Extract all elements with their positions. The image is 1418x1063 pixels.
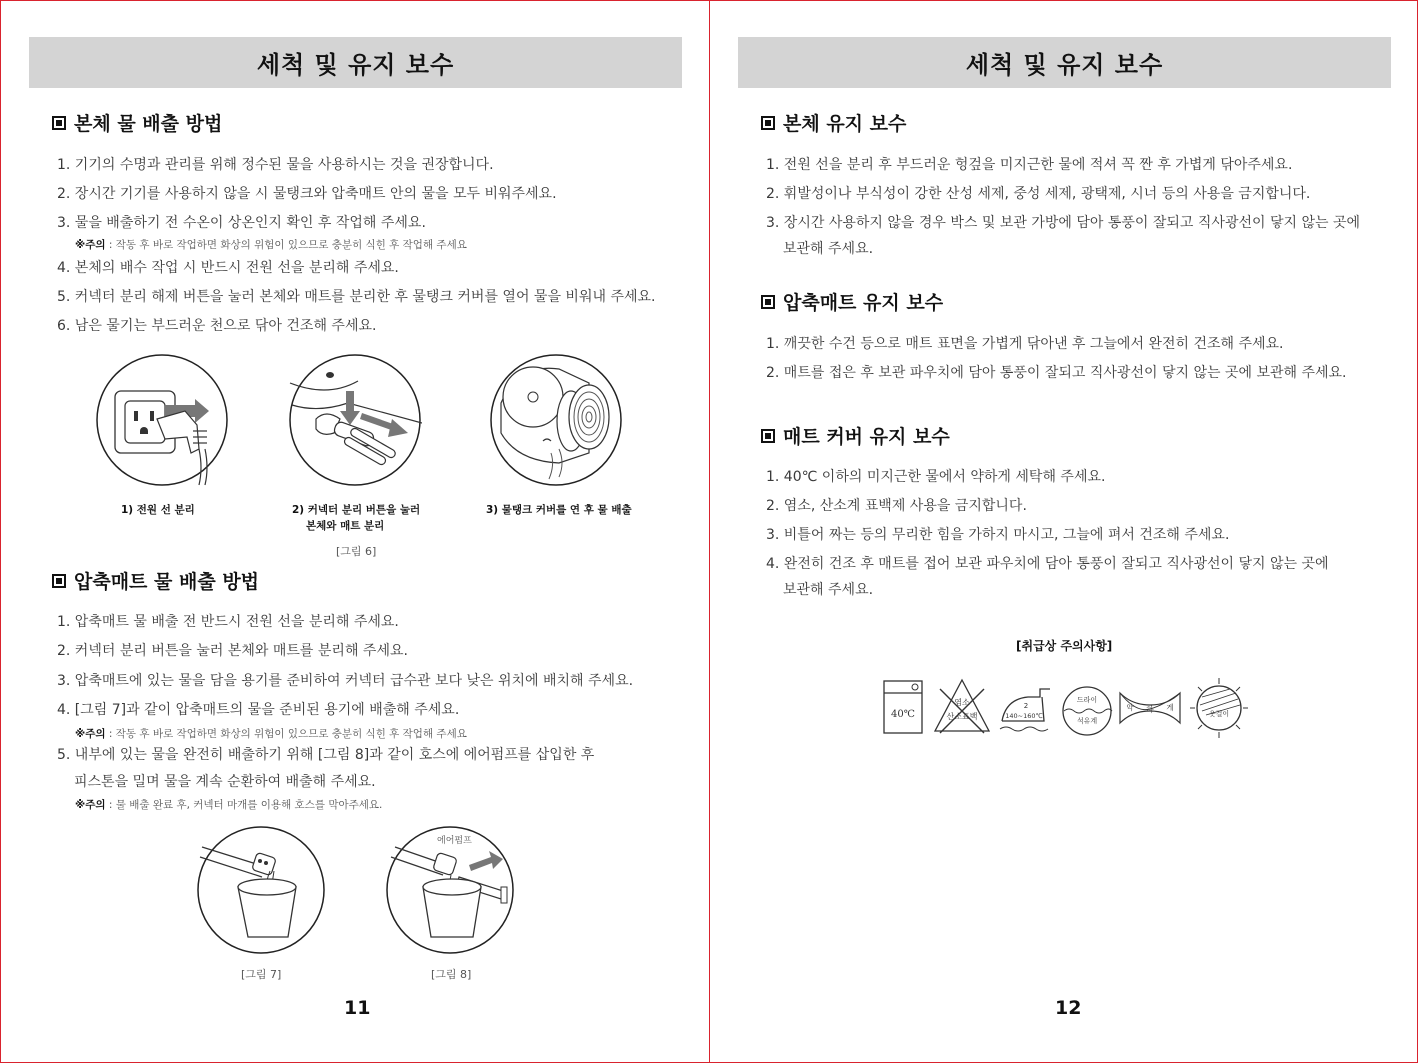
- section-heading-mat-drain: [52, 567, 259, 594]
- caution-label: ※주의: [75, 239, 106, 251]
- iron-dot-label: 2: [1023, 702, 1029, 710]
- section-title: 압축매트 물 배출 방법: [74, 571, 260, 593]
- bleach-label-2: 산소표백: [946, 712, 978, 721]
- list-item-continuation: 보관해 주세요.: [783, 241, 874, 257]
- section-title: 본체 유지 보수: [783, 113, 907, 135]
- section-heading-cover-care: [761, 422, 950, 449]
- list-item: 2. 커넥터 분리 버튼을 눌러 본체와 매트를 분리해 주세요.: [57, 643, 408, 659]
- banner-title: 세척 및 유지 보수: [965, 51, 1164, 79]
- caution-label: ※주의: [75, 799, 106, 811]
- wring-label-2: 하: [1146, 705, 1154, 714]
- iron-temp-label: 140~160℃: [1005, 712, 1043, 720]
- figure-caption: 2) 커넥터 분리 버튼을 눌러: [292, 504, 421, 516]
- list-item: 5. 커넥터 분리 해제 버튼을 눌러 본체와 매트를 분리한 후 물탱크 커버를 열어 물을 비워내 주세요.: [57, 289, 656, 305]
- section-title: 매트 커버 유지 보수: [783, 426, 950, 448]
- dry-label-1: 드라이: [1076, 696, 1098, 704]
- figure-label: [그림 8]: [431, 968, 472, 981]
- page-banner: [29, 37, 682, 88]
- air-pump-label: 에어펌프: [437, 836, 472, 846]
- list-item: 2. 장시간 기기를 사용하지 않을 시 물탱크와 압축매트 안의 물을 모두 비워주세요.: [57, 186, 557, 202]
- shade-dry-label: 옷걸이: [1208, 710, 1230, 718]
- page-number: 11: [344, 997, 371, 1019]
- section-heading-body-drain: [52, 109, 222, 136]
- square-bullet-icon: [761, 429, 775, 443]
- no-bleach-icon: [932, 677, 992, 735]
- bleach-label-1: 염소: [954, 698, 970, 707]
- square-bullet-icon: [761, 295, 775, 309]
- page-banner: [738, 37, 1391, 88]
- list-item: 1. 40℃ 이하의 미지근한 물에서 약하게 세탁해 주세요.: [766, 469, 1106, 485]
- figure-caption: 3) 물탱크 커버를 연 후 물 배출: [486, 504, 632, 516]
- list-item: 5. 내부에 있는 물을 완전히 배출하기 위해 [그림 8]과 같이 호스에 에어펌프를 삽입한 후: [57, 747, 595, 763]
- wring-label-1: 약: [1126, 703, 1134, 712]
- caution-text: : 작동 후 바로 작업하면 화상의 위험이 있으므로 충분히 식힌 후 작업해 주세요: [105, 239, 467, 251]
- caution-text: : 작동 후 바로 작업하면 화상의 위험이 있으므로 충분히 식힌 후 작업해 주세요: [105, 728, 467, 740]
- wash-40-icon: [883, 679, 925, 737]
- square-bullet-icon: [52, 116, 66, 130]
- dry-clean-icon: [1060, 685, 1114, 737]
- list-item: 3. 압축매트에 있는 물을 담을 용기를 준비하여 커넥터 급수관 보다 낮은 위치에 배치해 주세요.: [57, 673, 634, 689]
- list-item: 2. 매트를 접은 후 보관 파우치에 담아 통풍이 잘되고 직사광선이 닿지 않는 곳에 보관해 주세요.: [766, 365, 1347, 381]
- wash-temp-label: 40℃: [891, 709, 915, 720]
- square-bullet-icon: [52, 574, 66, 588]
- tank-cover-illustration: [489, 353, 623, 487]
- list-item: 1. 전원 선을 분리 후 부드러운 헝겊을 미지근한 물에 적셔 꼭 짠 후 가볍게 닦아주세요.: [766, 157, 1293, 173]
- caution-text: : 물 배출 완료 후, 커넥터 마개를 이용해 호스를 막아주세요.: [105, 799, 383, 811]
- list-item: 1. 깨끗한 수건 등으로 매트 표면을 가볍게 닦아낸 후 그늘에서 완전히 건조해 주세요.: [766, 336, 1284, 352]
- wring-gently-icon: [1118, 689, 1182, 729]
- section-heading-body-care: [761, 109, 906, 136]
- caution-note: [75, 797, 382, 812]
- list-item-continuation: 보관해 주세요.: [783, 582, 874, 598]
- page-number: 12: [1055, 997, 1082, 1019]
- list-item: 1. 기기의 수명과 관리를 위해 정수된 물을 사용하시는 것을 권장합니다.: [57, 157, 494, 173]
- figure-label: [그림 6]: [336, 545, 377, 558]
- connector-detach-illustration: [288, 353, 422, 487]
- page-right: [709, 0, 1418, 1063]
- wring-label-3: 게: [1166, 703, 1174, 712]
- section-title: 압축매트 유지 보수: [783, 292, 944, 314]
- list-item: 2. 휘발성이나 부식성이 강한 산성 세제, 중성 세제, 광택제, 시너 등의 사용을 금지합니다.: [766, 186, 1311, 202]
- square-bullet-icon: [761, 116, 775, 130]
- list-item: 4. 완전히 건조 후 매트를 접어 보관 파우치에 담아 통풍이 잘되고 직사광선이 닿지 않는 곳에: [766, 556, 1329, 572]
- list-item: 1. 압축매트 물 배출 전 반드시 전원 선을 분리해 주세요.: [57, 614, 399, 630]
- list-item: 4. 본체의 배수 작업 시 반드시 전원 선을 분리해 주세요.: [57, 260, 399, 276]
- unplug-illustration: [95, 353, 229, 487]
- list-item: 3. 장시간 사용하지 않을 경우 박스 및 보관 가방에 담아 통풍이 잘되고 직사광선이 닿지 않는 곳에: [766, 215, 1361, 231]
- caution-note: [75, 237, 467, 252]
- list-item: 4. [그림 7]과 같이 압축매트의 물을 준비된 용기에 배출해 주세요.: [57, 702, 460, 718]
- dry-label-2: 석유계: [1076, 717, 1098, 725]
- mat-drain-bucket-illustration: [196, 825, 326, 955]
- section-heading-mat-care: [761, 288, 943, 315]
- section-title: 본체 물 배출 방법: [74, 113, 223, 135]
- figure-caption: 본체와 매트 분리: [306, 520, 385, 532]
- caution-note: [75, 726, 467, 741]
- list-item: 6. 남은 물기는 부드러운 천으로 닦아 건조해 주세요.: [57, 318, 377, 334]
- figure-caption: 1) 전원 선 분리: [121, 504, 195, 516]
- iron-icon: [998, 681, 1054, 733]
- figure-label: [그림 7]: [241, 968, 282, 981]
- shade-dry-icon: [1190, 677, 1248, 739]
- list-item-continuation: 피스톤을 밀며 물을 계속 순환하여 배출해 주세요.: [74, 774, 376, 790]
- caution-label: ※주의: [75, 728, 106, 740]
- care-symbols-title: [취급상 주의사항]: [1016, 639, 1113, 653]
- list-item: 2. 염소, 산소계 표백제 사용을 금지합니다.: [766, 498, 1027, 514]
- list-item: 3. 비틀어 짜는 등의 무리한 힘을 가하지 마시고, 그늘에 펴서 건조해 주세요.: [766, 527, 1230, 543]
- list-item: 3. 물을 배출하기 전 수온이 상온인지 확인 후 작업해 주세요.: [57, 215, 426, 231]
- banner-title: 세척 및 유지 보수: [256, 51, 455, 79]
